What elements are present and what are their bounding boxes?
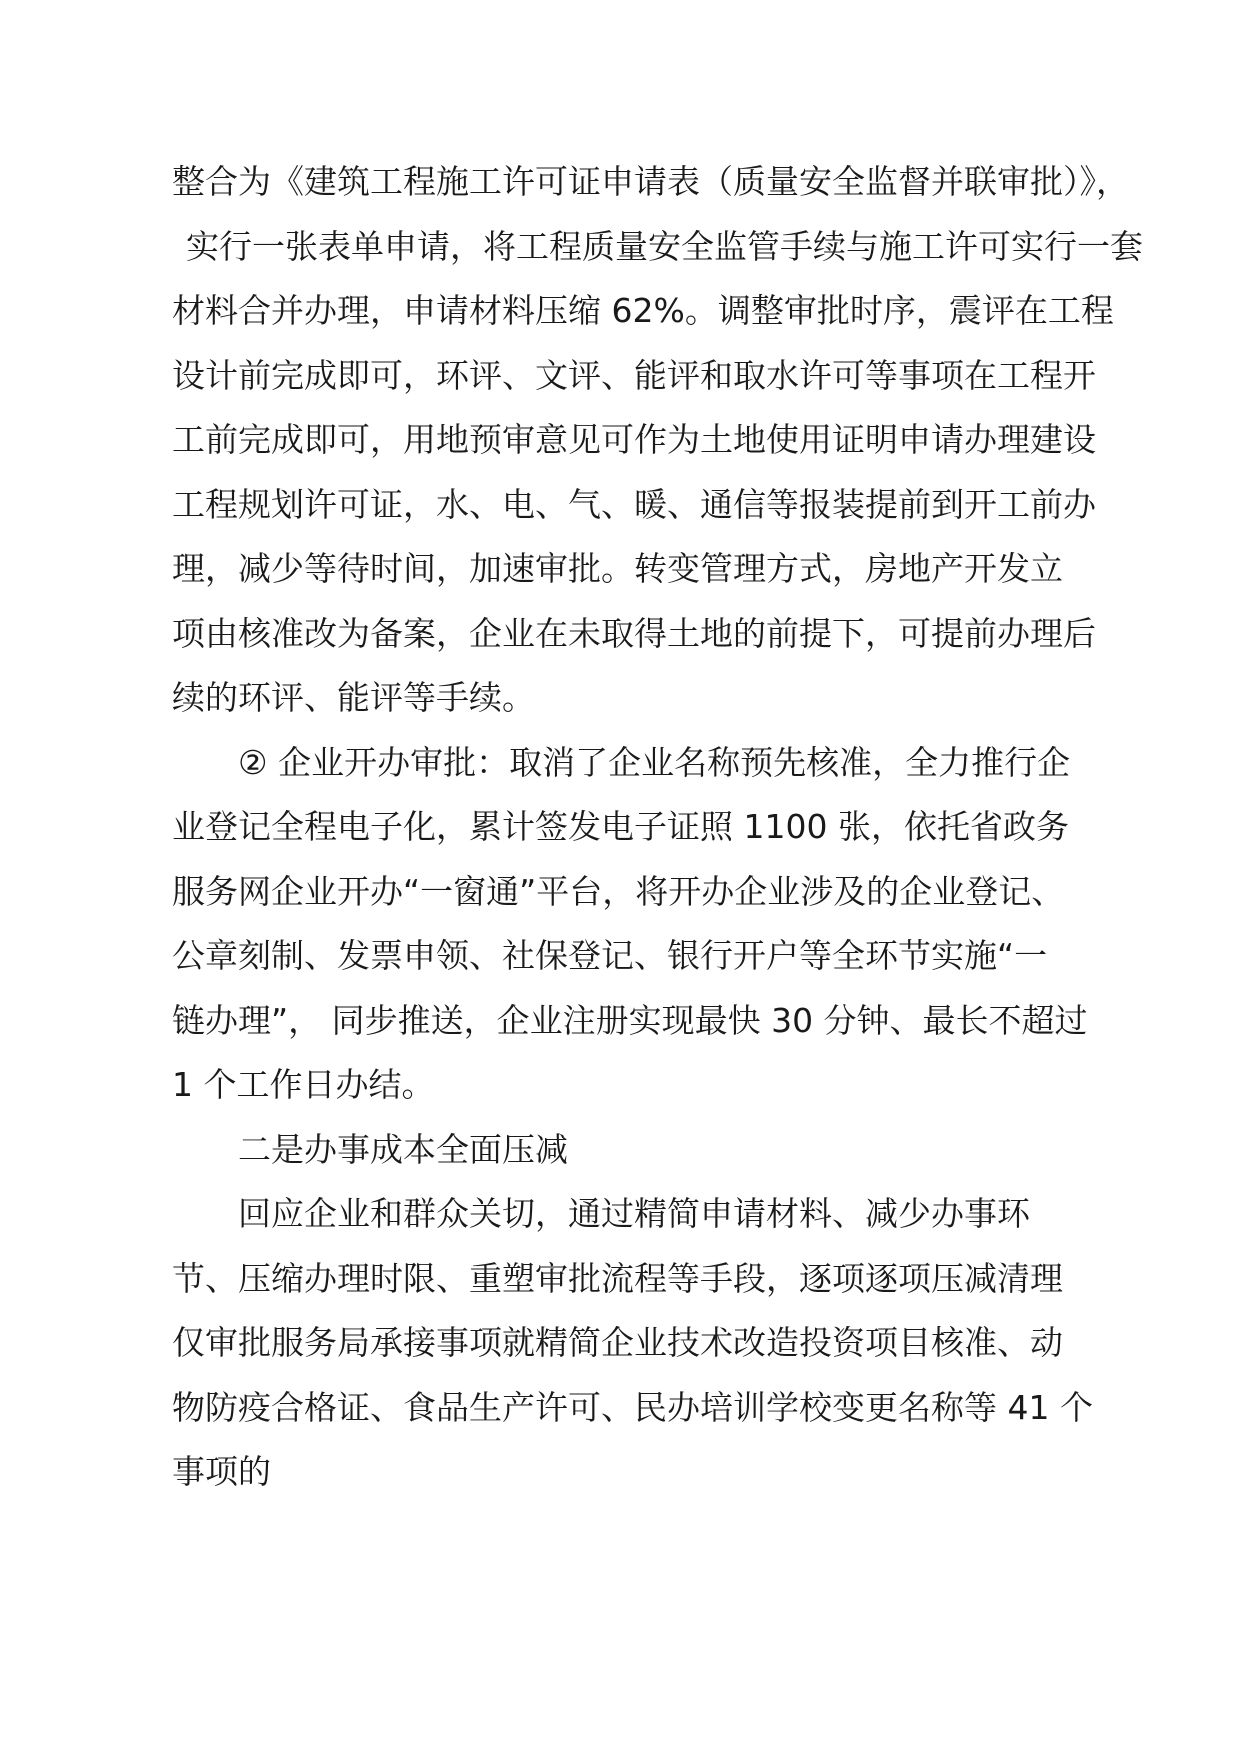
text-line: 业登记全程电子化，累计签发电子证照 1100 张，依托省政务: [172, 807, 1069, 846]
section-heading: 二是办事成本全面压减: [238, 1129, 568, 1169]
text-line: 服务网企业开办“一窗通”平台，将开办企业涉及的企业登记、: [172, 871, 1065, 911]
text-line: 整合为《建筑工程施工许可证申请表（质量安全监督并联审批）》，: [172, 162, 1129, 201]
text-line: 链办理”， 同步推送，企业注册实现最快 30 分钟、最长不超过: [172, 1000, 1088, 1040]
text-line: 节、压缩办理时限、重塑审批流程等手段，逐项逐项压减清理: [172, 1258, 1063, 1298]
text-line: 工程规划许可证，水、电、气、暖、通信等报装提前到开工前办: [172, 484, 1096, 524]
text-line: 公章刻制、发票申领、社保登记、银行开户等全环节实施“一: [172, 936, 1048, 975]
text-line: 工前完成即可，用地预审意见可作为土地使用证明申请办理建设: [172, 420, 1096, 459]
paragraph-start-line: 回应企业和群众关切，通过精简申请材料、减少办事环: [238, 1194, 1030, 1233]
text-line: 仅审批服务局承接事项就精简企业技术改造投资项目核准、动: [172, 1323, 1063, 1362]
text-line: 物防疫合格证、食品生产许可、民办培训学校变更名称等 41 个: [172, 1387, 1093, 1427]
text-line: 项由核准改为备案，企业在未取得土地的前提下，可提前办理后: [172, 613, 1096, 653]
paragraph-start-line: ② 企业开办审批：取消了企业名称预先核准，全力推行企: [238, 742, 1071, 782]
text-line: 事项的: [172, 1452, 271, 1491]
text-line: 续的环评、能评等手续。: [172, 678, 535, 717]
body-text: [172, 150, 1143, 1505]
text-line: 材料合并办理，申请材料压缩 62%。调整审批时序，震评在工程: [172, 291, 1114, 330]
text-line: 设计前完成即可，环评、文评、能评和取水许可等事项在工程开: [172, 355, 1096, 395]
text-line: 1 个工作日办结。: [172, 1065, 435, 1104]
text-line: 理，减少等待时间，加速审批。转变管理方式，房地产开发立: [172, 549, 1063, 588]
text-line: 实行一张表单申请，将工程质量安全监管手续与施工许可实行一套: [186, 226, 1143, 266]
